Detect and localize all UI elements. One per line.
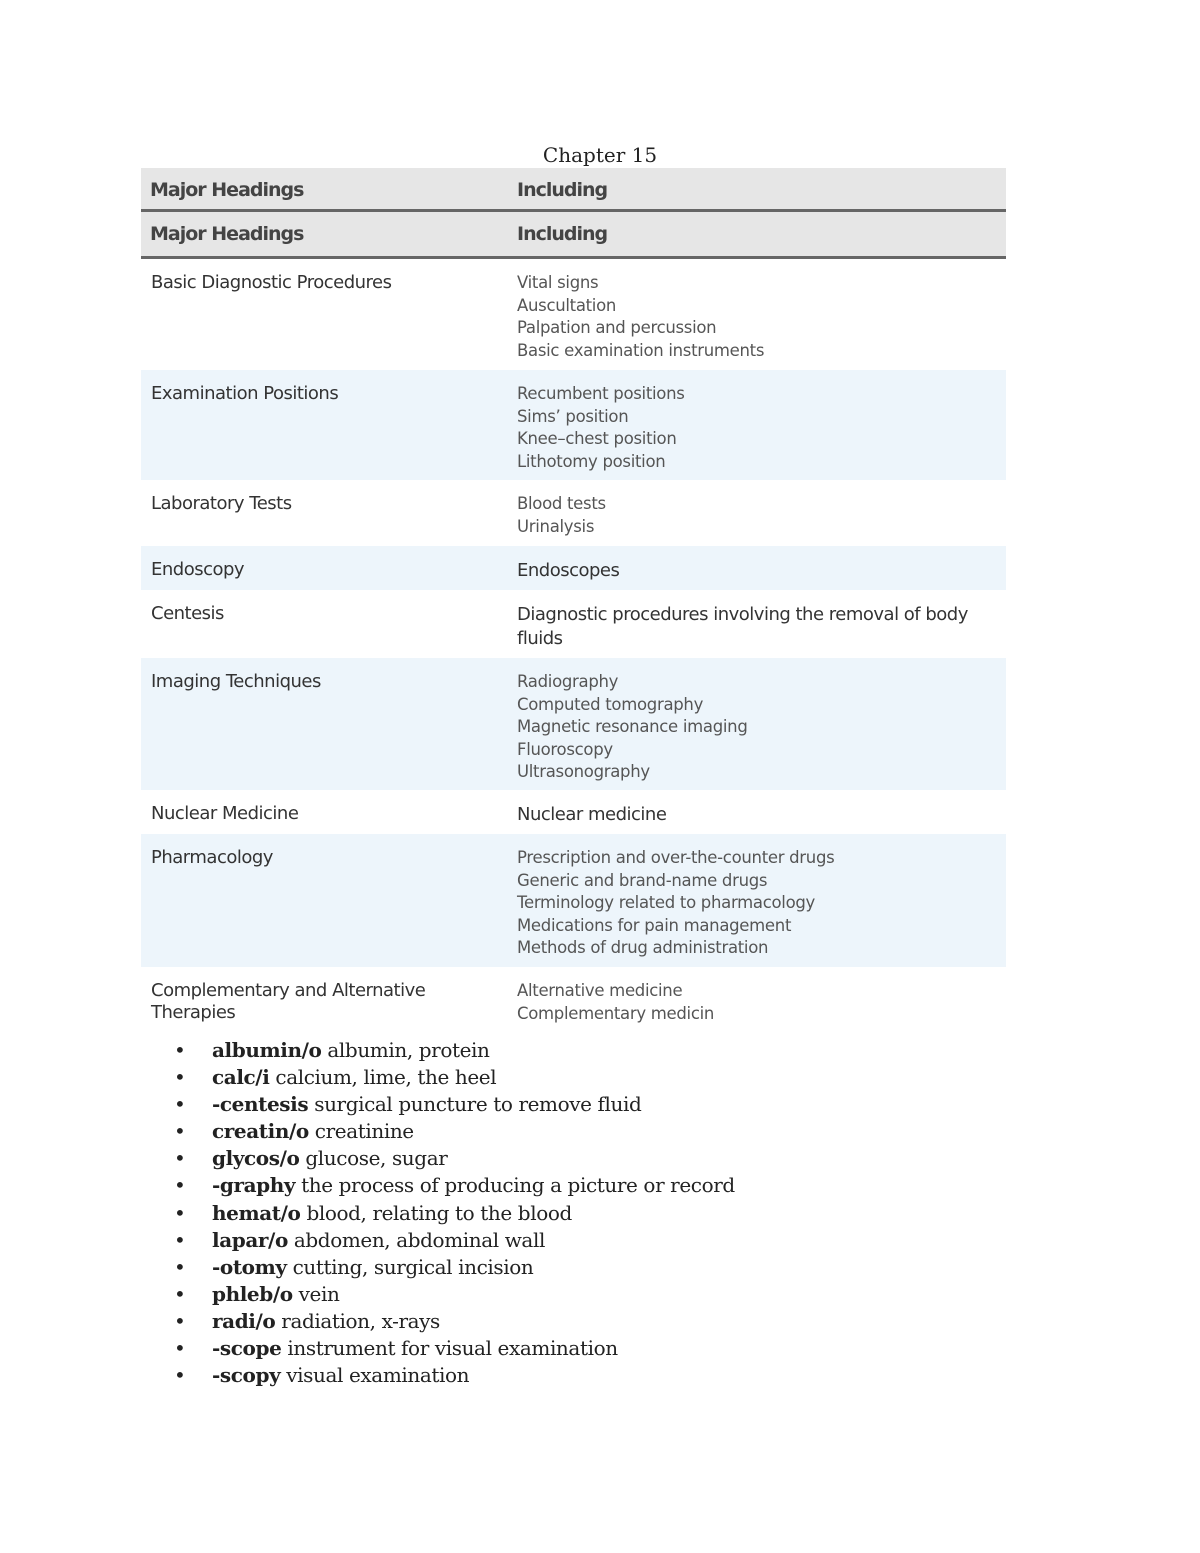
term: -otomy [212,1254,287,1279]
definition: cutting, surgical incision [292,1254,534,1279]
bullet-icon: • [174,1281,186,1306]
row-items [517,980,987,1025]
header-including: Including [517,179,608,201]
row-items [517,603,987,651]
table-row [141,480,1006,546]
term: glycos/o [212,1146,300,1171]
table-row [141,259,1006,370]
term: hemat/o [212,1200,301,1225]
row-items [517,272,987,362]
list-item [170,1064,735,1091]
bullet-icon: • [174,1227,186,1252]
list-item [170,1037,735,1064]
row-item: Medications for pain management [517,915,792,935]
bullet-icon: • [174,1363,186,1388]
table-row [141,790,1006,834]
row-item: Nuclear medicine [517,804,667,825]
definition: vein [298,1281,340,1306]
table-row [141,370,1006,480]
row-item: Radiography [517,672,619,691]
list-item [170,1281,735,1308]
term: albumin/o [212,1038,322,1062]
row-items [517,847,987,960]
row-item: Diagnostic procedures involving the removal of body [517,604,968,625]
row-heading: Imaging Techniques [151,671,321,692]
row-item: Methods of drug administration [517,938,769,957]
row-items [517,559,987,583]
row-item: Blood tests [517,494,606,513]
definition: albumin, protein [327,1038,490,1062]
list-item [170,1091,735,1118]
table-row [141,967,1006,1033]
row-items [517,383,987,473]
list-item [170,1308,735,1335]
row-heading: Nuclear Medicine [151,803,299,824]
list-item [170,1362,735,1389]
definition: radiation, x-rays [281,1308,440,1333]
row-heading: Examination Positions [151,383,339,404]
term: creatin/o [212,1119,309,1144]
term: -centesis [212,1092,309,1117]
bullet-icon: • [174,1092,186,1117]
bullet-icon: • [174,1146,186,1171]
definition: surgical puncture to remove fluid [314,1092,642,1117]
row-item: Prescription and over-the-counter drugs [517,848,835,867]
row-item: Terminology related to pharmacology [517,893,816,912]
definition: abdomen, abdominal wall [293,1227,545,1252]
term: -scope [212,1336,282,1361]
bullet-icon: • [174,1308,186,1333]
terms-list [170,1037,735,1389]
row-item: Urinalysis [517,516,595,536]
term: -scopy [212,1363,281,1388]
header-major-headings: Major Headings [150,223,304,245]
row-item: Lithotomy position [517,451,666,471]
row-item: Generic and brand-name drugs [517,870,768,890]
row-item: Sims’ position [517,406,629,426]
table-row [141,658,1006,790]
table-row [141,546,1006,590]
bullet-icon: • [174,1336,186,1361]
bullet-icon: • [174,1200,186,1225]
bullet-icon: • [174,1119,186,1144]
row-item: Knee–chest position [517,429,677,448]
list-item [170,1200,735,1227]
bullet-icon: • [174,1038,186,1062]
term: calc/i [212,1065,270,1090]
row-heading: Pharmacology [151,847,273,868]
definition: instrument for visual examination [287,1336,618,1361]
term: radi/o [212,1308,276,1333]
list-item [170,1145,735,1172]
row-items [517,803,987,827]
term: phleb/o [212,1281,293,1306]
row-item: Computed tomography [517,694,704,714]
row-item: Basic examination instruments [517,340,765,360]
row-item: Alternative medicine [517,981,683,1000]
row-item: Endoscopes [517,560,620,581]
definition: blood, relating to the blood [306,1200,572,1225]
table-row [141,834,1006,967]
header-including: Including [517,223,608,245]
bullet-icon: • [174,1173,186,1198]
table-header [141,168,1006,212]
row-item: Magnetic resonance imaging [517,717,748,736]
row-item: Recumbent positions [517,384,685,403]
definition: creatinine [314,1119,414,1144]
row-item: Ultrasonography [517,762,650,781]
definition: glucose, sugar [305,1146,448,1171]
page-title: Chapter 15 [542,143,658,167]
list-item [170,1335,735,1362]
row-heading: Basic Diagnostic Procedures [151,272,392,293]
definition: the process of producing a picture or record [301,1173,735,1198]
row-item: Palpation and percussion [517,318,717,337]
list-item [170,1118,735,1145]
row-items [517,671,987,784]
bullet-icon: • [174,1254,186,1279]
term: lapar/o [212,1227,288,1252]
list-item [170,1254,735,1281]
definition: visual examination [286,1363,470,1388]
bullet-icon: • [174,1065,186,1090]
row-items [517,493,987,538]
row-item: Complementary medicin [517,1003,715,1023]
row-item: Vital signs [517,273,599,292]
list-item [170,1227,735,1254]
list-item [170,1172,735,1199]
row-item: fluids [517,628,563,649]
table-row [141,590,1006,658]
term: -graphy [212,1173,296,1198]
headings-table [141,168,1006,1033]
header-major-headings: Major Headings [150,179,304,201]
definition: calcium, lime, the heel [275,1065,497,1090]
row-item: Auscultation [517,295,617,315]
row-heading: Complementary and Alternative Therapies [151,980,426,1023]
row-heading: Endoscopy [151,559,245,580]
table-header [141,212,1006,259]
row-heading: Laboratory Tests [151,493,292,514]
row-item: Fluoroscopy [517,739,613,759]
row-heading: Centesis [151,603,224,624]
